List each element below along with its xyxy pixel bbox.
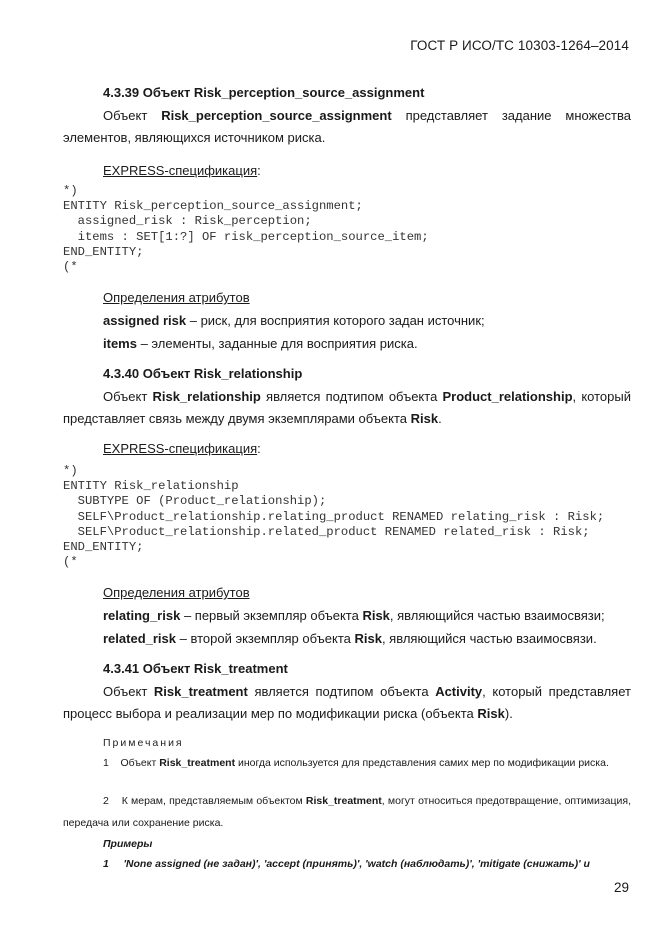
entity-name: Risk_perception_source_assignment bbox=[161, 108, 392, 123]
entity-name: Risk_relationship bbox=[152, 389, 261, 404]
attribute-definition bbox=[63, 310, 631, 332]
entity-name: Risk_treatment bbox=[153, 684, 248, 699]
entity-name: Risk bbox=[410, 411, 439, 426]
section-heading-4-3-39: 4.3.39 Объект Risk_perception_source_assignment bbox=[103, 85, 425, 100]
text-span: Объект bbox=[103, 684, 154, 699]
text-span: Объект bbox=[120, 757, 160, 769]
entity-name: Risk_treatment bbox=[305, 795, 382, 807]
text-span: , который представляет процесс выбора и реализации мер по модификации риска (объекта bbox=[63, 684, 631, 721]
text-span: представляет задание множества элементов, являющихся источником риска. bbox=[63, 108, 631, 145]
text-span: ). bbox=[504, 706, 513, 721]
entity-name: Risk_treatment bbox=[159, 757, 236, 769]
section-heading-4-3-41: 4.3.41 Объект Risk_treatment bbox=[103, 661, 288, 676]
example-text: 'None assigned (не задан)', 'accept (принять)', 'watch (наблюдать)', 'mitigate (снижать)' и bbox=[123, 858, 590, 870]
attribute-name: items bbox=[103, 336, 137, 351]
section-paragraph-4-3-39 bbox=[63, 105, 631, 149]
express-code-block: *) ENTITY Risk_perception_source_assignment; assigned_risk : Risk_perception; items : SET[1:?] OF risk_perception_source_item; END_ENTITY; (* bbox=[63, 184, 429, 275]
examples-heading: Примеры bbox=[103, 838, 153, 850]
express-spec-link: EXPRESS-спецификация bbox=[103, 441, 258, 456]
document-header: ГОСТ Р ИСО/ТС 10303-1264–2014 bbox=[410, 38, 629, 53]
text-span: является подтипом объекта bbox=[260, 389, 443, 404]
attribute-description: – элементы, заданные для восприятия риска. bbox=[136, 336, 418, 351]
express-spec-link: EXPRESS-спецификация bbox=[103, 163, 258, 178]
text-span: , могут относиться предотвращение, оптимизация, передача или сохранение риска. bbox=[63, 795, 632, 829]
text-span: Объект bbox=[103, 108, 162, 123]
text-span: Объект bbox=[103, 389, 153, 404]
text-span: является подтипом объекта bbox=[247, 684, 436, 699]
section-heading-4-3-40: 4.3.40 Объект Risk_relationship bbox=[103, 366, 303, 381]
attribute-name: assigned risk bbox=[103, 313, 187, 328]
entity-name: Activity bbox=[435, 684, 483, 699]
attribute-definitions-label: Определения атрибутов bbox=[103, 290, 250, 305]
attribute-definition bbox=[63, 605, 631, 627]
attribute-description: – риск, для восприятия которого задан источник; bbox=[186, 313, 485, 328]
text-span: , являющийся частью взаимосвязи. bbox=[381, 631, 597, 646]
example-item bbox=[103, 858, 631, 870]
note-number: 2 bbox=[103, 795, 109, 807]
text-span: , который представляет связь между двумя экземплярами объекта bbox=[63, 389, 631, 426]
text-span: – второй экземпляр объекта bbox=[176, 631, 355, 646]
entity-name: Risk bbox=[362, 608, 390, 623]
attribute-definition bbox=[63, 333, 631, 355]
note-item bbox=[63, 752, 631, 774]
colon: : bbox=[257, 441, 261, 456]
entity-name: Risk bbox=[354, 631, 382, 646]
attribute-definitions-heading bbox=[63, 287, 631, 309]
note-item bbox=[63, 790, 631, 834]
note-number: 1 bbox=[103, 757, 109, 769]
text-span: . bbox=[438, 411, 442, 426]
attribute-name: related_risk bbox=[103, 631, 176, 646]
express-code-block: *) ENTITY Risk_relationship SUBTYPE OF (Product_relationship); SELF\Product_relationship.relating_product RENAMED relating_risk : Risk; SELF\Product_relationship.related_product RENAMED related_risk : Risk; END_ENTITY; (* bbox=[63, 464, 605, 570]
express-spec-label bbox=[63, 160, 631, 182]
text-span: К мерам, представляемым объектом bbox=[121, 795, 306, 807]
express-spec-label bbox=[63, 438, 631, 460]
attribute-definitions-label: Определения атрибутов bbox=[103, 585, 250, 600]
page-number: 29 bbox=[613, 880, 629, 895]
text-span: , являющийся частью взаимосвязи; bbox=[389, 608, 605, 623]
section-paragraph-4-3-40 bbox=[63, 386, 631, 430]
entity-name: Risk bbox=[477, 706, 505, 721]
example-number: 1 bbox=[103, 858, 109, 870]
entity-name: Product_relationship bbox=[442, 389, 573, 404]
attribute-definitions-heading bbox=[63, 582, 631, 604]
notes-heading: Примечания bbox=[103, 737, 184, 749]
text-span: – первый экземпляр объекта bbox=[180, 608, 363, 623]
attribute-name: relating_risk bbox=[103, 608, 181, 623]
colon: : bbox=[257, 163, 261, 178]
attribute-definition bbox=[63, 628, 631, 650]
text-span: иногда используется для представления самих мер по модификации риска. bbox=[235, 757, 609, 769]
section-paragraph-4-3-41 bbox=[63, 681, 631, 725]
